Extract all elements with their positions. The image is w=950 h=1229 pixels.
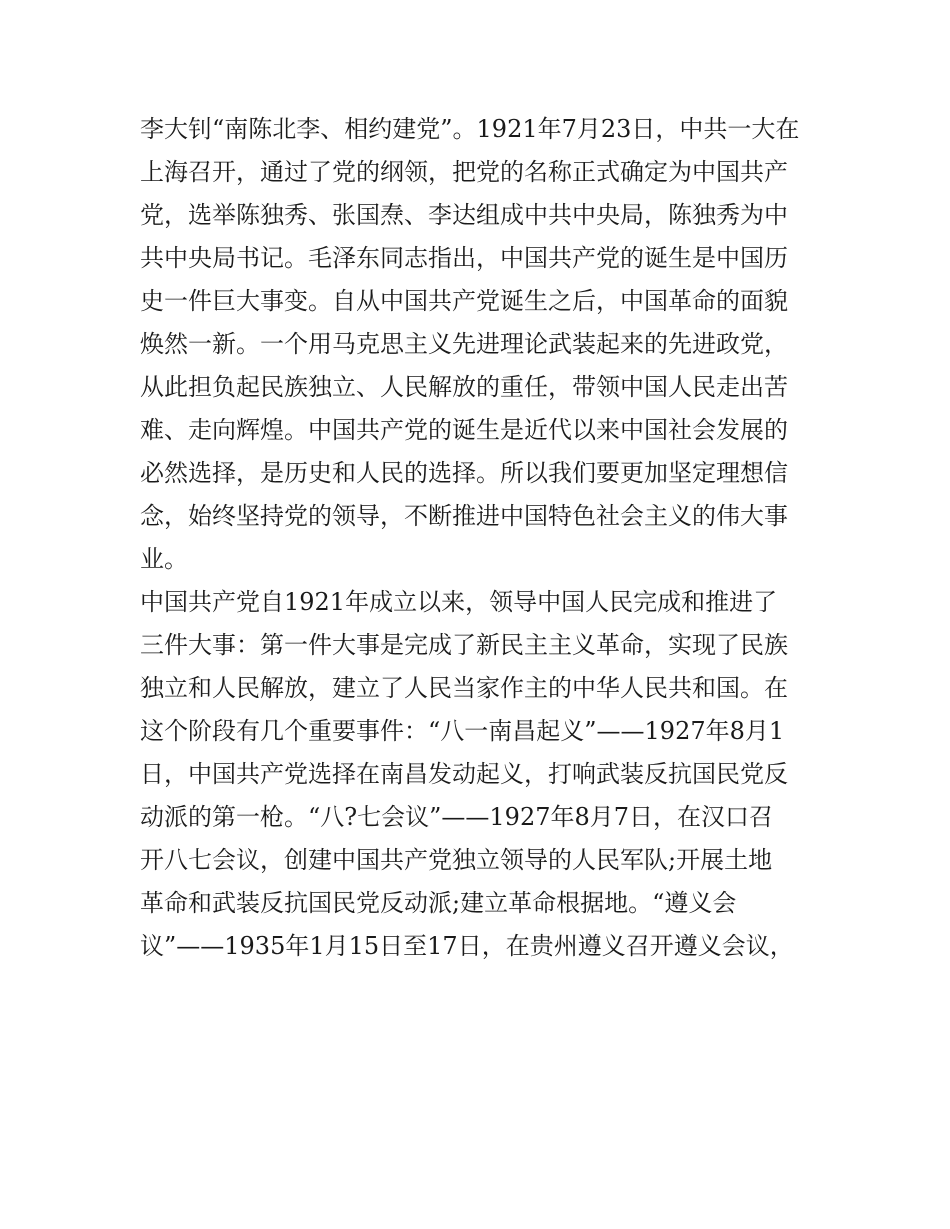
body-text (140, 108, 820, 968)
text-line: 难、走向辉煌。中国共产党的诞生是近代以来中国社会发展的 (140, 416, 788, 444)
text-line: 中国共产党自1921年成立以来，领导中国人民完成和推进了 (140, 588, 778, 616)
text-line: 党，选举陈独秀、张国焘、李达组成中共中央局，陈独秀为中 (140, 201, 788, 229)
text-line: 念，始终坚持党的领导，不断推进中国特色社会主义的伟大事 (140, 502, 788, 530)
text-line: 史一件巨大事变。自从中国共产党诞生之后，中国革命的面貌 (140, 287, 788, 315)
text-line: 独立和人民解放，建立了人民当家作主的中华人民共和国。在 (140, 674, 788, 702)
text-line: 共中央局书记。毛泽东同志指出，中国共产党的诞生是中国历 (140, 244, 788, 272)
text-line: 动派的第一枪。“八?七会议”——1927年8月7日，在汉口召 (140, 803, 774, 831)
text-line: 上海召开，通过了党的纲领，把党的名称正式确定为中国共产 (140, 158, 788, 186)
text-line: 必然选择，是历史和人民的选择。所以我们要更加坚定理想信 (140, 459, 788, 487)
text-line: 日，中国共产党选择在南昌发动起义，打响武装反抗国民党反 (140, 760, 788, 788)
text-line: 焕然一新。一个用马克思主义先进理论武装起来的先进政党， (140, 330, 788, 358)
text-line: 从此担负起民族独立、人民解放的重任，带领中国人民走出苦 (140, 373, 788, 401)
text-line: 三件大事：第一件大事是完成了新民主主义革命，实现了民族 (140, 631, 788, 659)
text-line: 议”——1935年1月15日至17日，在贵州遵义召开遵义会议， (140, 932, 794, 960)
text-line: 开八七会议，创建中国共产党独立领导的人民军队;开展土地 (140, 846, 773, 874)
text-line: 革命和武装反抗国民党反动派;建立革命根据地。“遵义会 (140, 889, 737, 917)
text-line: 这个阶段有几个重要事件：“八一南昌起义”——1927年8月1 (140, 717, 785, 745)
text-line: 李大钊“南陈北李、相约建党”。1921年7月23日，中共一大在 (140, 115, 800, 143)
text-line: 业。 (140, 545, 188, 573)
